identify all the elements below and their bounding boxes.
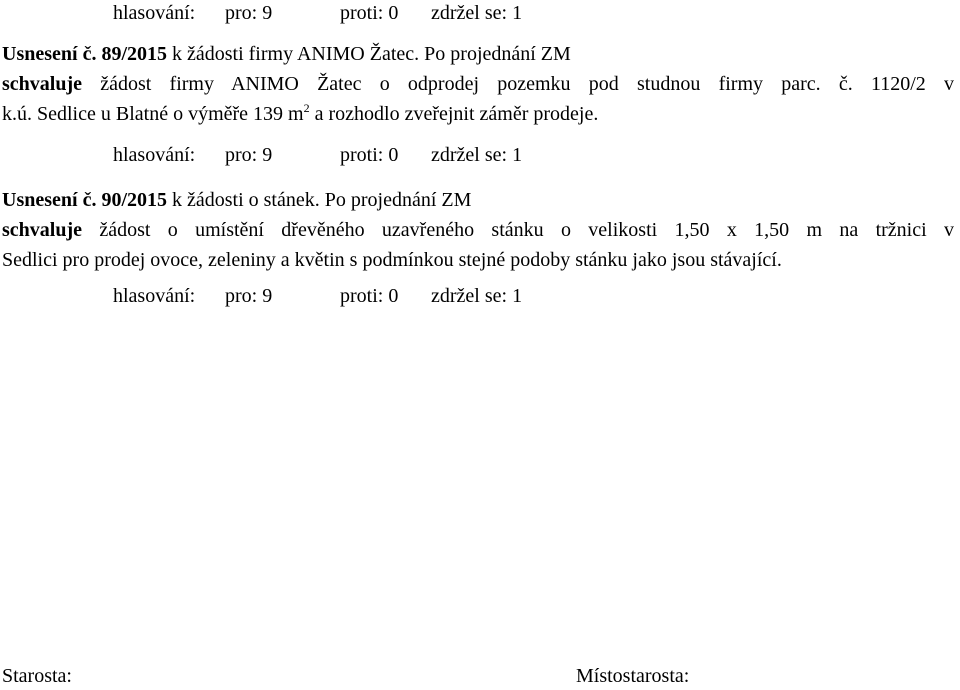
resolution-90-number: Usnesení č. 90/2015 bbox=[2, 189, 167, 211]
resolution-89-text-2b: a rozhodlo zveřejnit záměr prodeje. bbox=[309, 103, 599, 125]
resolution-89-text-1: žádost firmy ANIMO Žatec o odprodej pozemku pod studnou firmy parc. č. 1120/2 v bbox=[82, 73, 954, 95]
resolution-90-action: schvaluje bbox=[2, 219, 82, 241]
vote-against: proti: 0 bbox=[340, 2, 399, 24]
resolution-90-text-1: žádost o umístění dřevěného uzavřeného stánku o velikosti 1,50 x 1,50 m na tržnici v bbox=[82, 219, 954, 241]
resolution-89-text-2a: k.ú. Sedlice u Blatné o výměře 139 m bbox=[2, 103, 304, 125]
vote-abstain: zdržel se: 1 bbox=[431, 144, 523, 166]
signature-mayor-label: Starosta: bbox=[2, 665, 72, 687]
resolution-89-subject: k žádosti firmy ANIMO Žatec. Po projednání ZM bbox=[167, 43, 571, 65]
resolution-89-heading bbox=[2, 41, 571, 68]
vote-abstain: zdržel se: 1 bbox=[431, 2, 523, 24]
vote-for: pro: 9 bbox=[225, 285, 273, 307]
vote-abstain: zdržel se: 1 bbox=[431, 285, 523, 307]
vote-label: hlasování: bbox=[113, 285, 196, 307]
vote-label: hlasování: bbox=[113, 144, 196, 166]
resolution-89-action: schvaluje bbox=[2, 73, 82, 95]
resolution-90-heading bbox=[2, 187, 471, 214]
resolution-89-number: Usnesení č. 89/2015 bbox=[2, 43, 167, 65]
resolution-89-text-line-1 bbox=[2, 71, 954, 98]
vote-against: proti: 0 bbox=[340, 285, 399, 307]
resolution-90-text-line-2 bbox=[2, 247, 782, 274]
resolution-90-subject: k žádosti o stánek. Po projednání ZM bbox=[167, 189, 472, 211]
resolution-89-superscript: 2 bbox=[303, 101, 310, 115]
resolution-90-text-2: Sedlici pro prodej ovoce, zeleniny a květin s podmínkou stejné podoby stánku jako jsou stávající. bbox=[2, 249, 782, 271]
vote-against: proti: 0 bbox=[340, 144, 399, 166]
vote-for: pro: 9 bbox=[225, 2, 273, 24]
resolution-89-text-line-2 bbox=[2, 101, 598, 128]
resolution-90-text-line-1 bbox=[2, 217, 954, 244]
vote-for: pro: 9 bbox=[225, 144, 273, 166]
signature-deputy-mayor-label: Místostarosta: bbox=[576, 665, 690, 687]
vote-label: hlasování: bbox=[113, 2, 196, 24]
